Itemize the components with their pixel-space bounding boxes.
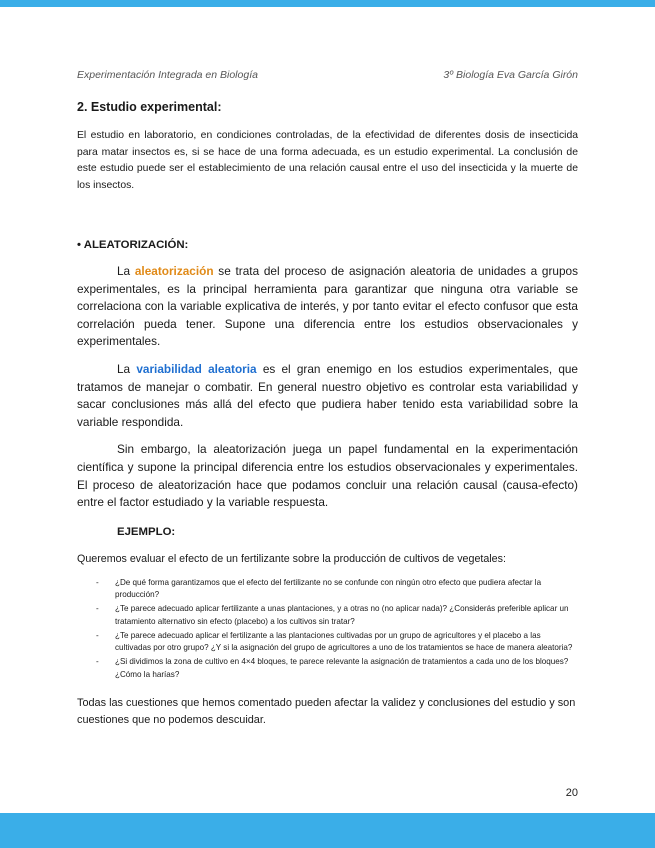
question-text: ¿De qué forma garantizamos que el efecto del fertilizante no se confunde con ningún otro efecto que pudiera afectar la producción?: [115, 577, 542, 600]
list-dash: -: [96, 577, 99, 587]
header-course-title: Experimentación Integrada en Biología: [77, 69, 258, 81]
bottom-accent-bar: [0, 813, 655, 848]
p1-pre: La: [117, 264, 135, 278]
p3-text: Sin embargo, la aleatorización juega un papel fundamental en la experimentación científica y supone la principal diferencia entre los estudios observacionales y experimentales. El proceso de aleatorización hace que podamos concluir una relación causal (causa-efecto) entre el factor estudiado y la variable respuesta.: [77, 442, 578, 510]
p2-pre: La: [117, 361, 137, 376]
header-author: 3º Biología Eva García Girón: [443, 69, 578, 81]
page-header: [77, 69, 578, 81]
list-item: [77, 603, 578, 628]
top-accent-bar: [0, 0, 655, 7]
term-aleatorizacion: aleatorización: [134, 264, 214, 278]
aleatorizacion-paragraph-3: [77, 441, 578, 511]
question-text: ¿Si dividimos la zona de cultivo en 4×4 bloques, te parece relevante la asignación de tratamientos a cada uno de los bloques? ¿Cómo la harías?: [115, 657, 569, 679]
section-2-text: El estudio en laboratorio, en condiciones controladas, de la efectividad de diferentes dosis de insecticida para matar insectos es, si se hace de una forma adecuada, es un estudio experimental. La conclusión de este estudio puede ser el establecimiento de una relación causal entre el uso del insecticida y la muerte de los insectos.: [77, 130, 578, 191]
closing-paragraph: Todas las cuestiones que hemos comentado pueden afectar la validez y conclusiones del estudio y son cuestiones que no podemos descuidar.: [77, 697, 576, 727]
ejemplo-title: EJEMPLO:: [117, 525, 176, 538]
ejemplo-intro: Queremos evaluar el efecto de un fertilizante sobre la producción de cultivos de vegetales:: [77, 552, 506, 565]
question-text: ¿Te parece adecuado aplicar fertilizante a unas plantaciones, y a otras no (no aplicar nada)? ¿Considerás preferible aplicar un tratamiento alternativo sin efecto (placebo) a los cultivos sin tratar?: [115, 604, 569, 626]
list-item: [77, 656, 578, 681]
list-dash: -: [96, 604, 99, 614]
list-item: [77, 630, 578, 655]
list-dash: -: [96, 630, 99, 640]
aleatorizacion-paragraph-1: [77, 263, 578, 351]
page-content: [77, 100, 578, 729]
list-item: [77, 577, 578, 602]
p1-post: se trata del proceso de asignación aleatoria de unidades a grupos experimentales, es la principal herramienta para garantizar que ninguna otra variable se correlaciona con la variable explicativa de interés, y por tanto evitar el efecto confusor que esta correlación pueda tener. Supone una diferencia entre los estudios observacionales y experimentales.: [77, 264, 578, 349]
question-text: ¿Te parece adecuado aplicar el fertilizante a las plantaciones cultivadas por un grupo de agricultores y el placebo a las cultivadas por otro grupo? ¿Y si la asignación del grupo de agricultores a uno de los tratamientos se hace de manera aleatoria?: [115, 630, 573, 653]
aleatorizacion-paragraph-2: [77, 361, 578, 431]
page-number: 20: [565, 787, 578, 799]
aleatorizacion-title: • ALEATORIZACIÓN:: [77, 239, 189, 251]
p2-post: es el gran enemigo en los estudios experimentales, que tratamos de manejar o combatir. En general nuestro objetivo es controlar esta variabilidad y sacar conclusiones más allá del efecto que pudiera haber tenido esta variabilidad sobre la variable respondida.: [77, 361, 578, 429]
list-dash: -: [96, 657, 99, 667]
term-variabilidad-aleatoria: variabilidad aleatoria: [136, 361, 257, 376]
question-list: [77, 577, 578, 682]
section-2-title: 2. Estudio experimental:: [77, 100, 222, 114]
